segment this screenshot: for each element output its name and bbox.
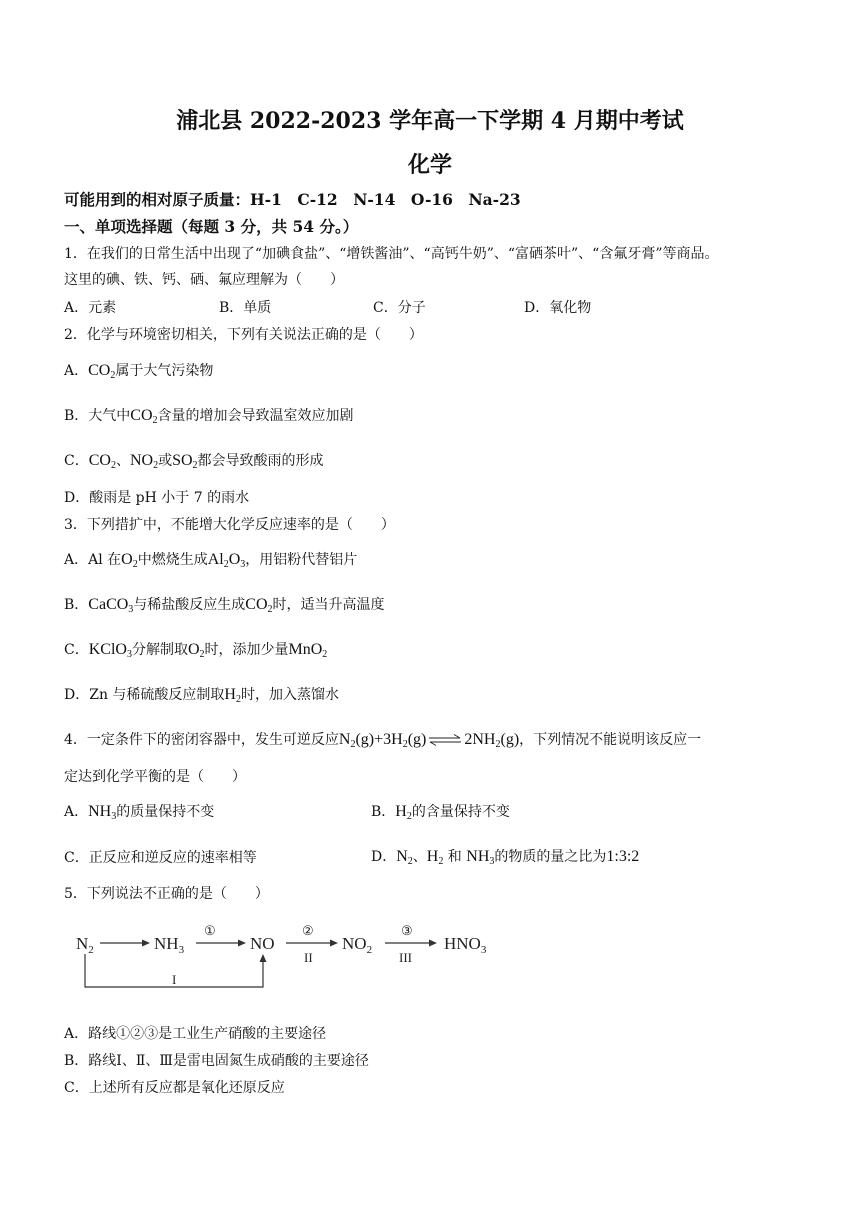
q1-option-a: A．元素 (64, 300, 117, 316)
step-2-label: ② (302, 923, 314, 938)
q4-stem-line2: 定达到化学平衡的是（ ） (64, 769, 246, 785)
q4-stem-line1: 4．一定条件下的密闭容器中，发生可逆反应$N_2(g)+3H_2(g)$ $2NH_2(g)$，下列情况不能说明该反应一 (64, 731, 702, 750)
q3-option-a: A．Al 在$O_2$中燃烧生成$Al_2O_3$，用铝粉代替铝片 (64, 551, 358, 570)
q5-option-c: C．上述所有反应都是氧化还原反应 (64, 1080, 285, 1096)
q5-stem: 5．下列说法不正确的是（ ） (64, 886, 269, 902)
step-1-label: ① (204, 923, 216, 938)
route-1-label: I (172, 972, 177, 987)
formula-mno2: MnO$_2$ (288, 641, 328, 660)
formula-h2: $H_2$ (395, 803, 412, 822)
q5-option-a: A．路线①②③是工业生产硝酸的主要途径 (64, 1026, 327, 1042)
section-heading: 一、单项选择题（每题 3 分，共 54 分。） (64, 217, 359, 236)
formula-caco3: CaCO$_3$ (88, 596, 134, 615)
q2-stem: 2．化学与环境密切相关，下列有关说法正确的是（ ） (64, 327, 423, 343)
formula-no2: $NO_2$ (129, 452, 159, 471)
q2-option-d: D．酸雨是 pH 小于 7 的雨水 (64, 490, 250, 506)
q5-option-b: B．路线Ⅰ、Ⅱ、Ⅲ是雷电固氮生成硝酸的主要途径 (64, 1053, 369, 1069)
formula-nh3: $NH_3$ (88, 803, 117, 822)
diagram-n2: $N_2$ (76, 934, 94, 956)
diagram-hno3: $HNO_3$ (444, 934, 487, 956)
formula-al2o3: $Al_2O_3$ (207, 551, 246, 570)
route-3-label: III (399, 950, 412, 965)
q4-option-a: A．$NH_3$的质量保持不变 (64, 803, 215, 822)
q4-option-b: B．$H_2$的含量保持不变 (371, 803, 510, 822)
exam-title: 浦北县 2022-2023 学年高一下学期 4 月期中考试 (176, 108, 684, 134)
ratio-value: 1:3:2 (606, 848, 640, 865)
step-3-label: ③ (401, 923, 413, 938)
diagram-nh3: $NH_3$ (154, 934, 185, 956)
subject-title: 化学 (407, 152, 452, 178)
q1-option-c: C．分子 (373, 300, 426, 316)
formula-co2: $CO_2$ (88, 362, 116, 381)
nitrogen-cycle-diagram (72, 916, 512, 992)
q3-option-b: B．CaCO$_3$与稀盐酸反应生成$CO_2$时，适当升高温度 (64, 596, 385, 615)
q3-stem: 3．下列措扩中，不能增大化学反应速率的是（ ） (64, 517, 395, 533)
reversible-arrow-icon (428, 734, 462, 746)
q4-option-d: D．$N_2$、$H_2$ 和 $NH_3$的物质的量之比为1:3:2 (371, 848, 640, 867)
formula-co2: $CO_2$ (130, 407, 158, 426)
q1-stem-line2: 这里的碘、铁、钙、硒、氟应理解为（ ） (64, 272, 344, 288)
q2-option-c: C．$CO_2$、$NO_2$或$SO_2$都会导致酸雨的形成 (64, 452, 324, 471)
formula-n2: $N_2$ (396, 848, 413, 867)
q2-option-b: B．大气中$CO_2$含量的增加会导致温室效应加剧 (64, 407, 354, 426)
formula-o2: $O_2$ (121, 551, 138, 570)
diagram-no2: $NO_2$ (342, 934, 373, 956)
q3-option-c: C．KClO$_3$分解制取$O_2$时，添加少量MnO$_2$ (64, 641, 328, 660)
formula-so2: $SO_2$ (172, 452, 198, 471)
q1-stem-line1: 1．在我们的日常生活中出现了“加碘食盐”、“增铁酱油”、“高钙牛奶”、“富硒茶叶”、“含氟牙膏”等商品。 (64, 246, 719, 262)
formula-o2: $O_2$ (187, 641, 205, 660)
formula-h2: $H_2$ (426, 848, 444, 867)
route-2-label: II (304, 950, 313, 965)
q1-option-b: B．单质 (219, 300, 272, 316)
q2-option-a: A．$CO_2$属于大气污染物 (64, 362, 214, 381)
formula-kclo3: KClO$_3$ (88, 641, 132, 660)
formula-nh3: $NH_3$ (466, 848, 495, 867)
formula-h2: $H_2$ (224, 686, 241, 705)
equation-haber: $N_2(g)+3H_2(g)$ $2NH_2(g)$ (338, 731, 520, 750)
q3-option-d: D．Zn 与稀硫酸反应制取$H_2$时，加入蒸馏水 (64, 686, 339, 705)
formula-co2: $CO_2$ (88, 452, 116, 471)
q4-option-c: C．正反应和逆反应的速率相等 (64, 850, 257, 866)
atomic-mass-line: 可能用到的相对原子质量：H-1 C-12 N-14 O-16 Na-23 (64, 190, 521, 209)
formula-co2: $CO_2$ (245, 596, 273, 615)
q1-option-d: D．氧化物 (524, 300, 592, 316)
diagram-no: NO (250, 934, 275, 953)
